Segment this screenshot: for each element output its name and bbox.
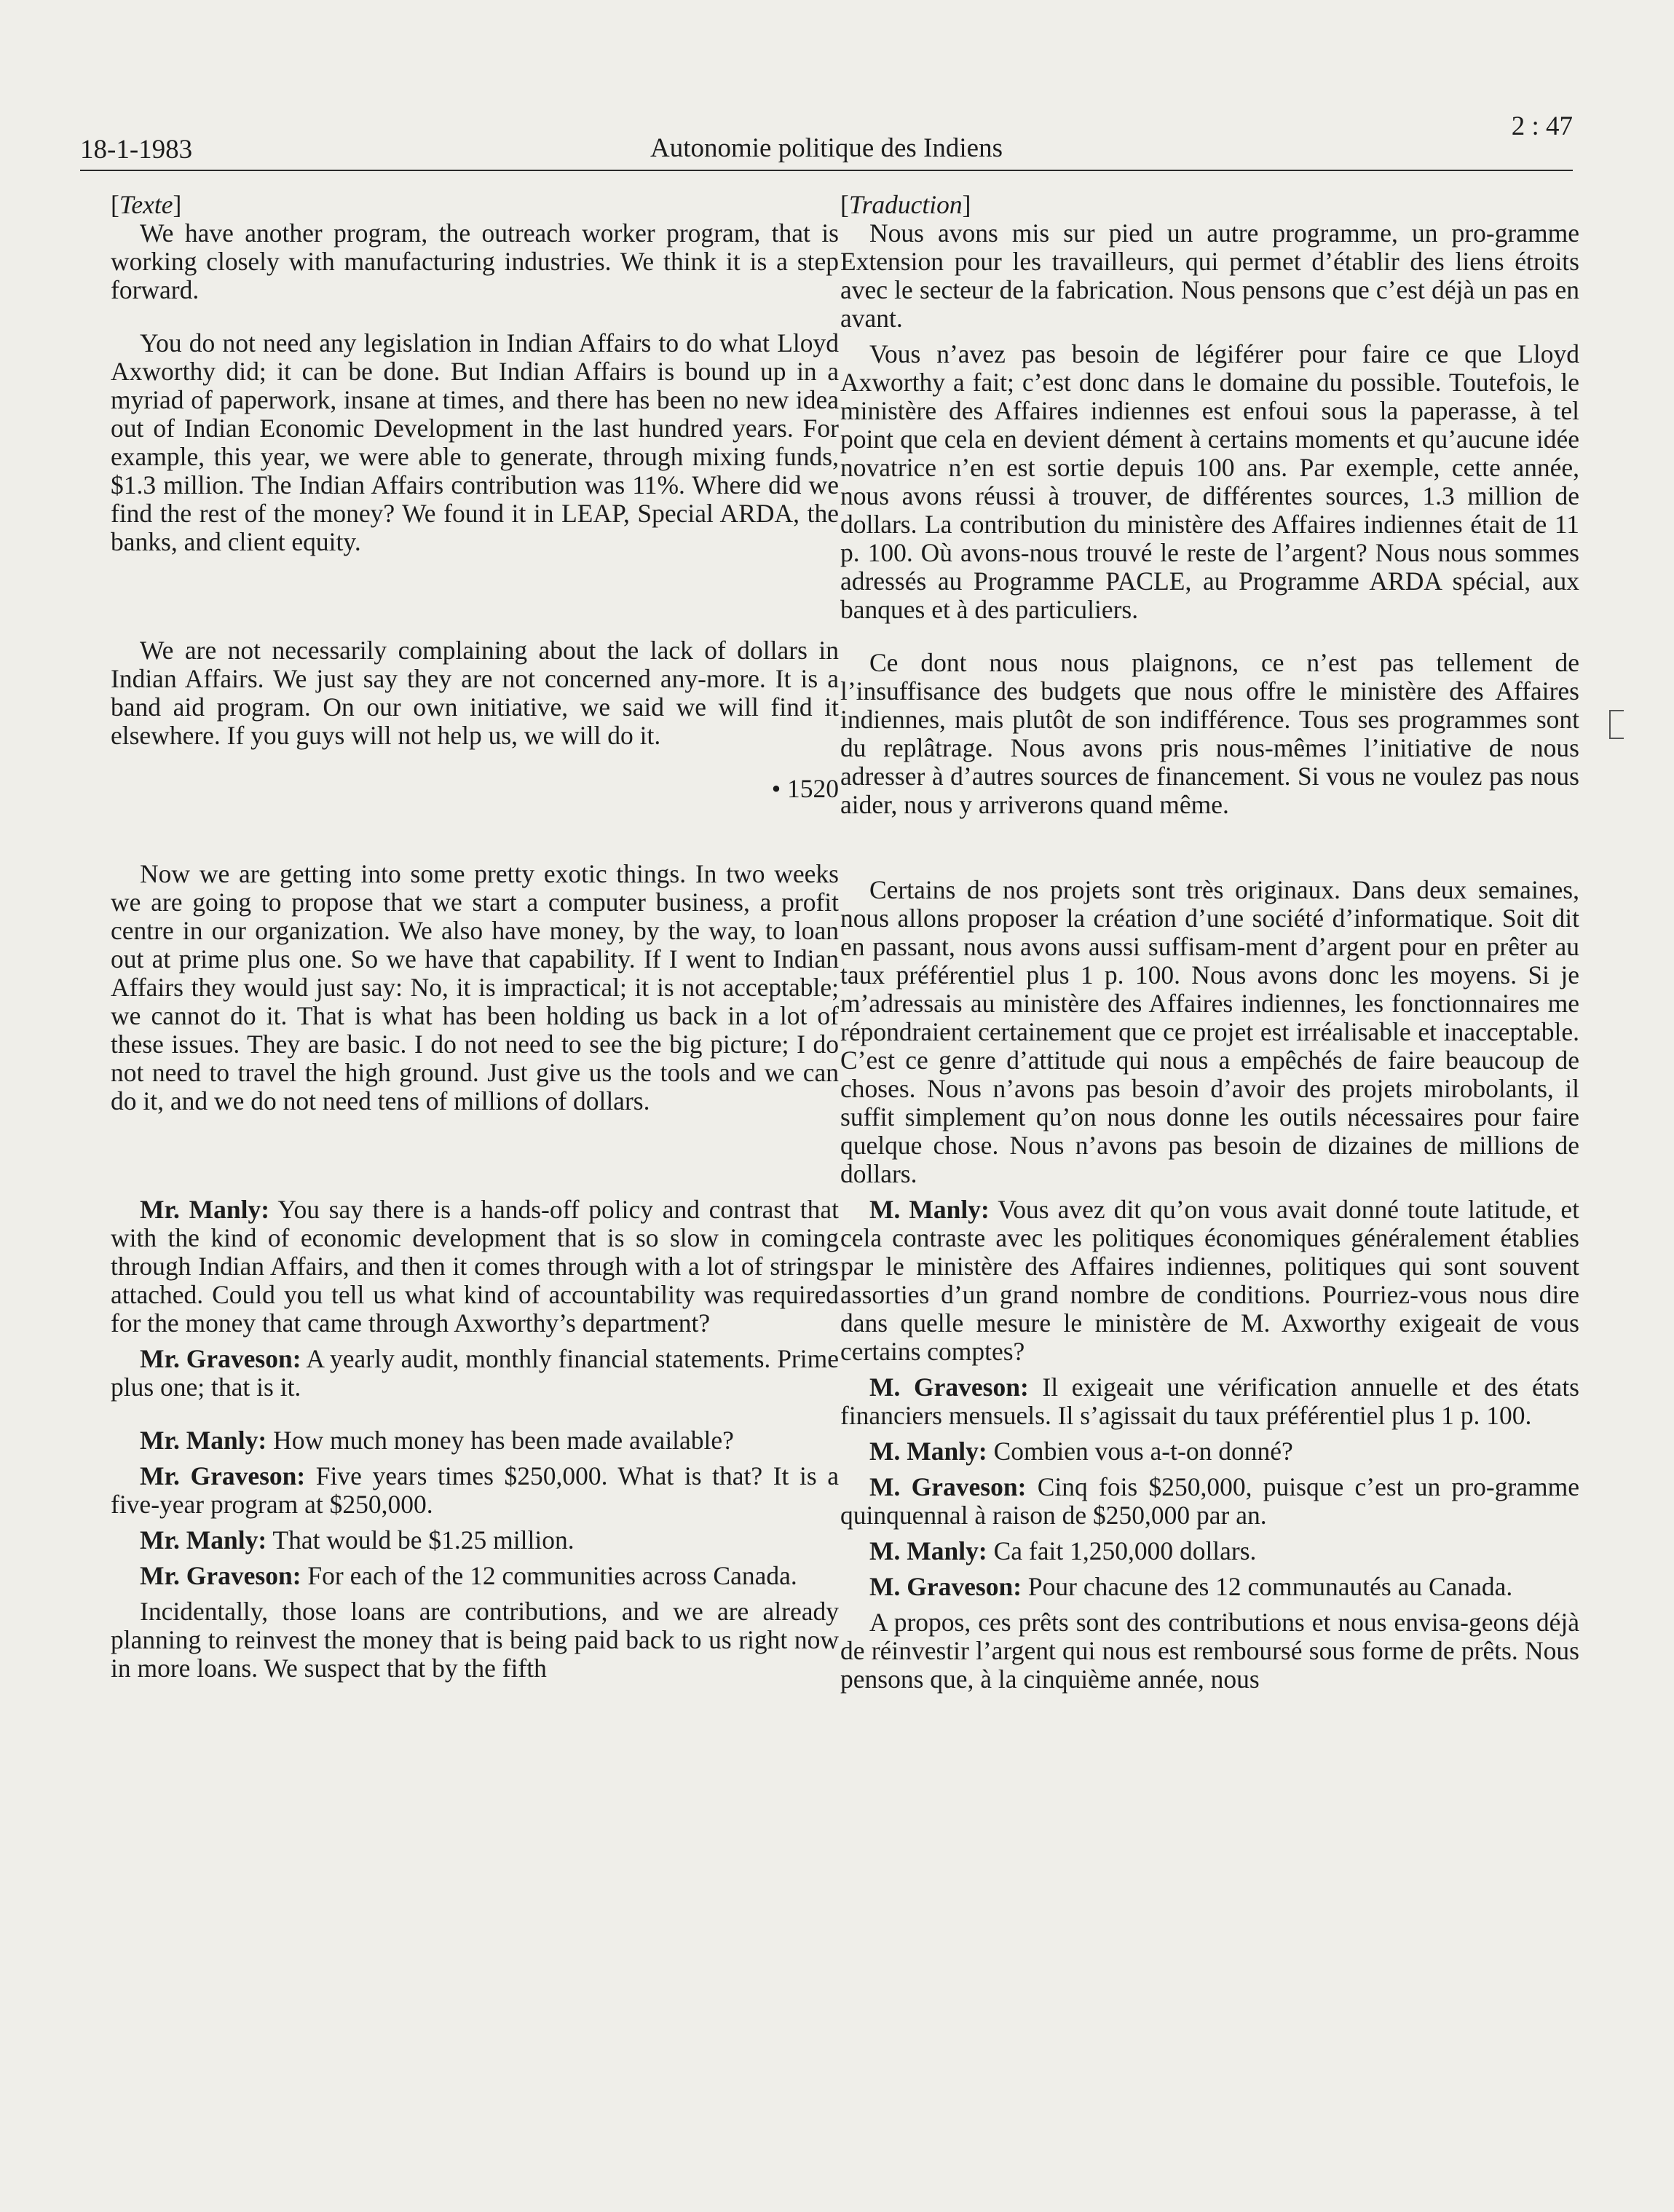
exchange-graveson [111, 1562, 839, 1590]
speaker-name: M. Graveson: [869, 1572, 1022, 1601]
exchange-manly [840, 1437, 1579, 1466]
exchange-manly [111, 1526, 839, 1555]
speaker-name: M. Graveson: [869, 1472, 1027, 1501]
paragraph: Nous avons mis sur pied un autre programme, un pro-gramme Extension pour les travailleurs, qui permet d’établir des liens étroits avec le secteur de la fabrication. Nous pensons que c’est déjà un pas en avant. [840, 218, 1579, 333]
speaker-name: Mr. Manly: [140, 1426, 267, 1455]
exchange-graveson [840, 1373, 1579, 1430]
speaker-name: Mr. Graveson: [140, 1561, 301, 1590]
speech-text: Pour chacune des 12 communautés au Canada. [1022, 1572, 1513, 1601]
exchange-manly [840, 1537, 1579, 1565]
speech-text: Five years times $250,000. What is that? It is a five-year program at $250,000. [111, 1461, 839, 1519]
english-column [111, 191, 839, 1683]
speaker-name: Mr. Graveson: [140, 1344, 301, 1373]
speaker-name: M. Manly: [869, 1437, 987, 1466]
speech-text: That would be $1.25 million. [267, 1525, 575, 1555]
speech-text: Vous avez dit qu’on vous avait donné toute latitude, et cela contraste avec les politiques économiques généralement établies par le ministère des Affaires indiennes, politiques qui sont souvent assorties d’un grand nombre de conditions. Pourriez-vous nous dire dans quelle mesure le ministère de M. Axworthy exigeait de vous certains comptes? [840, 1195, 1579, 1366]
paragraph: Now we are getting into some pretty exotic things. In two weeks we are going to propose that we start a computer business, a profit centre in our organization. We also have money, by the way, to loan out at prime plus one. So we have that capability. If I went to Indian Affairs they would just say: No, it is impractical; it is not acceptable; we cannot do it. That is what has been holding us back in a lot of these issues. They are basic. I do not need to see the big picture; I do not need to travel the high ground. Just give us the tools and we can do it, and we do not need tens of millions of dollars. [111, 859, 839, 1115]
header-date: 18-1-1983 [80, 135, 193, 165]
speaker-name: Mr. Manly: [140, 1525, 267, 1555]
speaker-name: M. Graveson: [869, 1372, 1029, 1402]
header-page-number: 2 : 47 [1511, 111, 1573, 141]
exchange-graveson [111, 1345, 839, 1402]
paragraph: A propos, ces prêts sont des contributions et nous envisa-geons déjà de réinvestir l’argent qui nous est remboursé sous forme de prêts. Nous pensons que, à la cinquième année, nous [840, 1608, 1579, 1694]
paragraph: Certains de nos projets sont très originaux. Dans deux semaines, nous allons proposer la création d’une société d’informatique. Soit dit en passant, nous avons aussi suffisam-ment d’argent pour en prêter au taux préférentiel plus 1 p. 100. Nous avons donc les moyens. Si je m’adressais au ministère des Affaires indiennes, les fonctionnaires me répondraient certainement que ce projet est irréalisable et inacceptable. C’est ce genre d’attitude qui nous a empêchés de faire beaucoup de choses. Nous n’avons pas besoin d’avoir des projets mirobolants, il suffit simplement qu’on nous donne les outils nécessaires pour faire quelque chose. Nous n’avons pas besoin de dizaines de millions de dollars. [840, 875, 1579, 1188]
time-marker: • 1520 [771, 774, 839, 803]
paragraph: You do not need any legislation in Indian Affairs to do what Lloyd Axworthy did; it can be done. But Indian Affairs is bound up in a myriad of paperwork, insane at times, and there has been no new idea out of Indian Economic Development in the last hundred years. For example, this year, we were able to generate, through mixing funds, $1.3 million. The Indian Affairs contribution was 11%. Where did we find the rest of the money? We found it in LEAP, Special ARDA, the banks, and client equity. [111, 328, 839, 556]
header-rule [80, 170, 1573, 171]
speech-text: Cinq fois $250,000, puisque c’est un pro-gramme quinquennal à raison de $250,000 par an. [840, 1472, 1580, 1530]
section-label: [Texte] [111, 190, 182, 219]
speech-text: How much money has been made available? [267, 1426, 734, 1455]
paragraph: Vous n’avez pas besoin de légiférer pour faire ce que Lloyd Axworthy a fait; c’est donc dans le domaine du possible. Toutefois, le ministère des Affaires indiennes est enfoui sous la paperasse, à tel point que cela en devient dément à certains moments et qu’aucune idée novatrice n’en est sortie depuis 100 ans. Par exemple, cette année, nous avons réussi à trouver, de différentes sources, 1.3 million de dollars. La contribution du ministère des Affaires indiennes était de 11 p. 100. Où avons-nous trouvé le reste de l’argent? Nous nous sommes adressés au Programme PACLE, au Programme ARDA spécial, aux banques et à des particuliers. [840, 339, 1579, 624]
speech-text: Il exigeait une vérification annuelle et des états financiers mensuels. Il s’agissait du taux préférentiel plus 1 p. 100. [840, 1372, 1579, 1430]
french-column [840, 191, 1579, 1694]
speech-text: You say there is a hands-off policy and contrast that with the kind of economic development that is so slow in coming through Indian Affairs, and then it comes through with a lot of strings attached. Could you tell us what kind of accountability was required for the money that came through Axworthy’s department? [111, 1195, 839, 1338]
exchange-manly [111, 1426, 839, 1455]
exchange-manly [111, 1196, 839, 1338]
exchange-manly [840, 1196, 1579, 1366]
page-header [80, 109, 1573, 171]
speech-text: For each of the 12 communities across Canada. [301, 1561, 797, 1590]
speech-text: Combien vous a-t-on donné? [987, 1437, 1293, 1466]
paragraph: We have another program, the outreach worker program, that is working closely with manufacturing industries. We think it is a step forward. [111, 218, 839, 304]
speaker-name: M. Manly: [869, 1536, 987, 1565]
paragraph: Incidentally, those loans are contributions, and we are already planning to reinvest the money that is being paid back to us right now in more loans. We suspect that by the fifth [111, 1597, 839, 1683]
header-title: Autonomie politique des Indiens [650, 133, 1003, 163]
section-label: [Traduction] [840, 190, 971, 219]
paragraph: Ce dont nous nous plaignons, ce n’est pas tellement de l’insuffisance des budgets que nous offre le ministère des Affaires indiennes, mais plutôt de son indifférence. Tous ses programmes sont du replâtrage. Nous avons pris nous-mêmes l’initiative de nous adresser à d’autres sources de financement. Si vous ne voulez pas nous aider, nous y arriverons quand même. [840, 648, 1579, 819]
speaker-name: Mr. Graveson: [140, 1461, 306, 1490]
margin-bracket-mark [1609, 710, 1624, 739]
exchange-graveson [840, 1473, 1579, 1530]
speech-text: Ca fait 1,250,000 dollars. [987, 1536, 1257, 1565]
exchange-graveson [111, 1462, 839, 1519]
paragraph: We are not necessarily complaining about the lack of dollars in Indian Affairs. We just say they are not concerned any-more. It is a band aid program. On our own initiative, we said we will find it elsewhere. If you guys will not help us, we will do it. [111, 636, 839, 750]
speaker-name: M. Manly: [869, 1195, 990, 1224]
speech-text: A yearly audit, monthly financial statements. Prime plus one; that is it. [111, 1344, 839, 1402]
exchange-graveson [840, 1573, 1579, 1601]
speaker-name: Mr. Manly: [140, 1195, 270, 1224]
